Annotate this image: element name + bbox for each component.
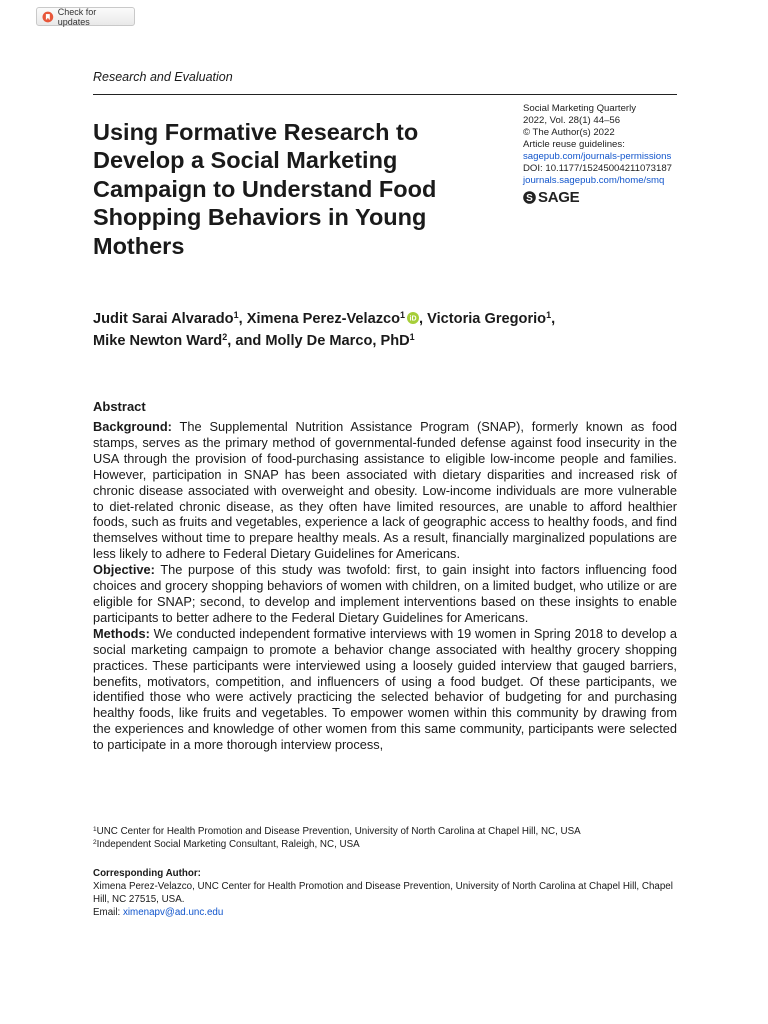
affiliation: $^1$UNC Center for Health Promotion and Disease Prevention, University of North Carolina at Chapel Hill, NC, USA (93, 826, 581, 837)
abstract-methods: Methods: We conducted independent formative interviews with 19 women in Spring 2018 to develop a social marketing campaign to promote a behavior change associated with healthy grocery shopping practices. These participants were interviewed using a loosely guided interview that gauged barriers, benefits, motivators, competition, and influencers of using a food budget. Of these participants, we identified those who were actively practicing the selected behavior of budgeting for and purchasing healthy foods, like fruits and vegetables. To empower women within this community by drawing from the experiences and knowledge of other women from this same community, participants were selected to participate in a more thorough interview process, (93, 625, 677, 753)
check-for-updates-button[interactable] (36, 7, 135, 26)
abstract-objective: Objective: The purpose of this study was twofold: first, to gain insight into factors influencing food choices and grocery shopping behaviors of women with children, on a limited budget, who utilize or are eligible for SNAP; second, to develop and implement interventions based on these insights to enable participants to better adhere to the Federal Dietary Guidelines for Americans. (93, 562, 677, 625)
svg-text:iD: iD (409, 315, 417, 323)
author-list (93, 308, 683, 352)
journal-copyright: © The Author(s) 2022 (523, 127, 615, 138)
journal-volume: 2022, Vol. 28(1) 44–56 (523, 115, 621, 126)
svg-text:S: S (526, 193, 533, 204)
author: Judit Sarai Alvarado$^1$, (93, 310, 247, 327)
reuse-link[interactable]: sagepub.com/journals-permissions (523, 151, 672, 162)
header-rule (93, 94, 677, 95)
publisher-name: SAGE (538, 189, 580, 206)
abstract-background: Background: The Supplemental Nutrition Assistance Program (SNAP), formerly known as food stamps, serves as the primary method of governmental-funded defense against food insecurity in the USA through the provision of food-purchasing assistance to eligible low-income people and families. However, participation in SNAP has been associated with dietary disparities and increased risk of chronic disease associated with overweight and obesity. Low-income individuals are more vulnerable to diet-related chronic disease, as they often have limited resources, are unable to afford healthier foods, such as fruits and vegetables, experience a lack of geographic access to healthy foods, and find themselves without time to prepare healthy meals. As a result, financially marginalized populations are less likely to adhere to Federal Dietary Guidelines for Americans. (93, 419, 677, 562)
sage-logo (523, 190, 683, 205)
author: Mike Newton Ward$^2$, and (93, 332, 266, 349)
article-title: Using Formative Research to Develop a Social Marketing Campaign to Understand Food Shopping Behaviors in Young Mothers (93, 119, 437, 259)
affiliations (93, 825, 683, 851)
abstract-body (93, 419, 677, 753)
section-label: Research and Evaluation (93, 70, 233, 84)
corresponding-author (93, 867, 683, 919)
check-for-updates-label: Check for updates (57, 6, 97, 27)
author: Molly De Marco, PhD$^1$ (265, 332, 415, 349)
abstract-heading: Abstract (93, 399, 146, 414)
corresponding-address: Ximena Perez-Velazco, UNC Center for Health Promotion and Disease Prevention, University of North Carolina at Chapel Hill, Chapel Hill, NC 27515, USA. (93, 881, 673, 905)
affiliation: $^2$Independent Social Marketing Consultant, Raleigh, NC, USA (93, 839, 360, 850)
sage-logo-icon (523, 191, 536, 204)
journal-home-link[interactable]: journals.sagepub.com/home/smq (523, 175, 665, 186)
doi[interactable]: DOI: 10.1177/15245004211073187 (523, 163, 673, 174)
orcid-icon[interactable] (407, 312, 419, 324)
email-link[interactable]: ximenapv@ad.unc.edu (122, 907, 224, 918)
author: Ximena Perez-Velazco$^1$ iD , (246, 310, 428, 327)
author: Victoria Gregorio$^1$, (427, 310, 556, 327)
journal-info (523, 103, 683, 205)
crossmark-icon (42, 11, 54, 23)
reuse-label: Article reuse guidelines: (523, 139, 625, 150)
corresponding-email: Email: ximenapv@ad.unc.edu (93, 907, 224, 918)
corresponding-label: Corresponding Author: (93, 868, 201, 879)
journal-name: Social Marketing Quarterly (523, 103, 637, 114)
